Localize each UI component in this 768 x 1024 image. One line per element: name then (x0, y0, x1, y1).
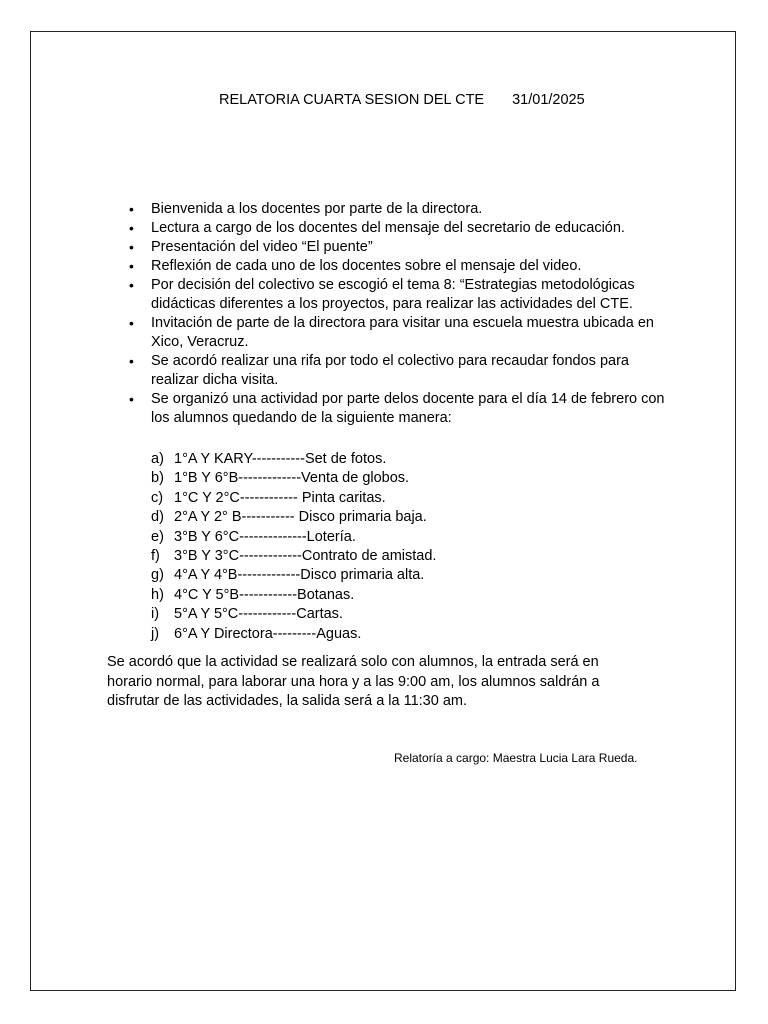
activity-item (151, 586, 436, 605)
conclusion-paragraph: Se acordó que la actividad se realizará solo con alumnos, la entrada será en horario normal, para laborar una hora y a las 9:00 am, los alumnos saldrán a disfrutar de las actividades, la salida será a la 11:30 am. (107, 654, 600, 709)
activity-text: 6°A Y Directora---------Aguas. (174, 625, 362, 642)
activity-text: 4°C Y 5°B------------Botanas. (174, 586, 355, 603)
activity-text: 2°A Y 2° B----------- Disco primaria baja. (174, 509, 427, 526)
activity-marker: i) (151, 606, 160, 623)
signature-line: Relatoría a cargo: Maestra Lucia Lara Rueda. (394, 751, 638, 765)
activity-list (151, 450, 436, 644)
activity-marker: e) (151, 528, 164, 545)
bullet-item: • Se organizó una actividad por parte delos docente para el día 14 de febrero con los alumnos quedando de la siguiente manera: (151, 390, 671, 428)
document-header (219, 91, 585, 109)
activity-item (151, 605, 436, 624)
activity-marker: d) (151, 509, 164, 526)
activity-item (151, 489, 436, 508)
activity-item (151, 566, 436, 585)
activity-item (151, 450, 436, 469)
bullet-item: • Reflexión de cada uno de los docentes sobre el mensaje del video. (151, 257, 671, 276)
activity-text: 1°C Y 2°C------------ Pinta caritas. (174, 489, 386, 506)
activity-item (151, 547, 436, 566)
activity-text: 1°A Y KARY-----------Set de fotos. (174, 451, 387, 467)
activity-marker: c) (151, 489, 164, 506)
activity-marker: h) (151, 586, 164, 603)
bullet-item: • Lectura a cargo de los docentes del mensaje del secretario de educación. (151, 219, 671, 238)
activity-marker: b) (151, 470, 164, 487)
activity-text: 4°A Y 4°B-------------Disco primaria alta. (174, 567, 425, 584)
activity-marker: a) (151, 451, 164, 467)
activity-text: 5°A Y 5°C------------Cartas. (174, 606, 343, 623)
bullet-item: • Invitación de parte de la directora para visitar una escuela muestra ubicada en Xico, Veracruz. (151, 314, 671, 352)
activity-marker: g) (151, 567, 164, 584)
activity-item (151, 625, 436, 644)
activity-marker: f) (151, 548, 160, 565)
activity-item (151, 508, 436, 527)
document-title: RELATORIA CUARTA SESION DEL CTE (219, 92, 485, 108)
bullet-item: • Por decisión del colectivo se escogió el tema 8: “Estrategias metodológicas didácticas diferentes a los proyectos, para realizar las actividades del CTE. (151, 276, 671, 314)
bullet-item: • Presentación del video “El puente” (151, 238, 671, 257)
activity-text: 3°B Y 6°C--------------Lotería. (174, 528, 356, 545)
activity-text: 1°B Y 6°B-------------Venta de globos. (174, 470, 410, 487)
activity-text: 3°B Y 3°C-------------Contrato de amistad. (174, 548, 437, 565)
activity-item (151, 528, 436, 547)
bullet-item: • Se acordó realizar una rifa por todo el colectivo para recaudar fondos para realizar dicha visita. (151, 352, 671, 390)
bullet-item: • Bienvenida a los docentes por parte de la directora. (151, 200, 671, 219)
document-date: 31/01/2025 (512, 92, 585, 108)
activity-marker: j) (151, 625, 160, 642)
activity-item (151, 469, 436, 488)
agenda-bullet-list (151, 200, 671, 428)
